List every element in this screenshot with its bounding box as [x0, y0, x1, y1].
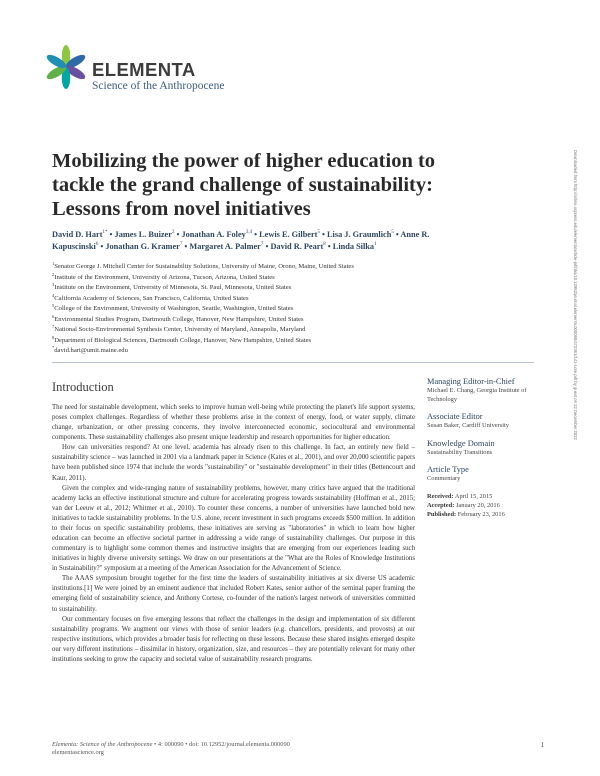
author-affiliation-marker: 6	[95, 242, 99, 248]
journal-brand	[92, 60, 225, 93]
corresponding-email[interactable]: *david.hart@umit.maine.edu	[52, 344, 128, 354]
author-separator: •	[393, 230, 401, 239]
author-affiliation-marker: 2	[171, 230, 175, 236]
download-note: Downloaded from http://online.ucpress.edu/elementa/article-pdf/doi/10.12952/journal.elementa.000090/472361/141-Lore.pdf by guest on 22 December 2022	[573, 150, 578, 440]
author-name: Jonathan A. Foley	[181, 230, 246, 239]
author-separator: •	[319, 230, 327, 239]
affiliation-item: $^3$Institute on the Environment, University of Minnesota, St. Paul, Minnesota, United States	[52, 281, 292, 291]
body-paragraph: Given the complex and wide-ranging nature of sustainability problems, however, many critics have argued that the traditional academy lacks an effective institutional structure and culture for accelerating progress towards sustainability (Hoffman et al., 2015; van der Leeuw et al., 2012; Whitmer et al., 2010). To counter these concerns, a number of universities have launched bold new initiatives to tackle sustainability problems. In the U.S. alone, recent investment in such programs exceeds $500 million. In addition to their focus on specific sustainability problems, these initiatives are serving as "laboratories" in which to learn how higher education can become an effective societal partner in addressing a wide range of sustainability challenges. Our purpose in this commentary is to highlight some common themes and instructive insights that are emerging from our experiences leading such initiatives in highly diverse university settings. We draw on our presentations at the "What are the Roles of Knowledge Institutions in Sustainability?" symposium at a meeting of the American Association for the Advancement of Science.	[52, 484, 415, 573]
knowledge-domain-text: Sustainability Transitions	[427, 448, 493, 456]
affiliation-item: $^4$California Academy of Sciences, San Francisco, California, United States	[52, 292, 249, 302]
author-name: Linda Silka	[332, 242, 375, 252]
affiliation-item: $^2$Institute of the Environment, University of Arizona, Tucson, Arizona, United States	[52, 271, 275, 281]
published-date: Published: February 23, 2016	[427, 510, 505, 518]
knowledge-domain-heading: Knowledge Domain	[427, 438, 495, 448]
body-paragraph: Our commentary focuses on five emerging lessons that reflect the challenges in the design and implementation of six different sustainability programs. We augment our views with those of senior leaders (e.g. chancellors, presidents, and provosts) at our respective institutions, which provides a broader basis for reflecting on these lessons. Because these shared insights emerged despite our very different institutions – dissimilar in history, organization, size, and resources – they are potentially relevant for many other institutions seeking to grow the capacity and societal value of sustainability research programs.	[52, 615, 415, 663]
affiliation-item: $^8$Department of Biological Sciences, Dartmouth College, Hanover, New Hampshire, United States	[52, 334, 312, 344]
author-name: Anne R. Kapuscinski	[52, 230, 430, 252]
received-date: Received: April 15, 2015	[427, 492, 493, 500]
article-title: Mobilizing the power of higher education to tackle the grand challenge of sustainability: Lessons from novel initiatives	[52, 150, 436, 220]
accepted-date: Accepted: January 20, 2016	[427, 501, 500, 509]
author-separator: •	[174, 230, 182, 239]
affiliation-item: $^5$College of the Environment, University of Washington, Seattle, Washington, United States	[52, 302, 294, 312]
associate-editor-text: Susan Baker, Cardiff University	[427, 422, 509, 430]
author-name: David R. Peart	[270, 242, 324, 252]
page-footer	[52, 741, 544, 756]
author-separator: •	[182, 242, 190, 252]
author-affiliation-marker: 7	[260, 242, 264, 248]
editor-heading: Managing Editor-in-Chief	[427, 377, 515, 386]
affiliation-item: $^1$Senator George J. Mitchell Center for Sustainability Solutions, University of Maine, Orono, Maine, United States	[52, 260, 354, 270]
author-affiliation-marker: 1*	[102, 230, 108, 236]
article-body	[52, 403, 415, 665]
author-affiliation-marker: 3,4	[245, 230, 253, 236]
article-type-text: Commentary	[427, 475, 461, 483]
article-type-heading: Article Type	[427, 465, 469, 475]
body-paragraph: The need for sustainable development, which seeks to improve human well-being while protecting the planet's life support systems, poses complex challenges. Regardless of whether these problems arise in the context of energy, food, or water supply, climate change, urbanization, or other pressing concerns, they involve interconnected economic, sociocultural and environmental components. These sustainability challenges also present unique leadership and research opportunities for higher education.	[52, 404, 415, 442]
section-divider	[52, 362, 534, 363]
author-list	[52, 229, 452, 253]
author-affiliation-marker: 1	[374, 242, 377, 248]
affiliation-item: $^7$National Socio-Environmental Synthesis Center, University of Maryland, Annapolis, Maryland	[52, 323, 306, 333]
footer-site-link[interactable]: elementascience.org	[52, 749, 104, 756]
author-name: Lewis E. Gilbert	[259, 230, 318, 239]
author-separator: •	[252, 230, 260, 239]
author-name: Lisa J. Graumlich	[327, 230, 392, 239]
author-name: Jonathan G. Kramer	[105, 242, 180, 252]
intro-heading: Introduction	[52, 380, 114, 394]
author-name: David D. Hart	[52, 230, 103, 239]
editor-text: Michael E. Chang, Georgia Institute of Technology	[427, 387, 527, 403]
body-paragraph: How can universities respond? At one level, academia has already risen to this challenge. In fact, an entirely new field – sustainability science – was launched in 2001 via a landmark paper in Science (Kates et al., 2001), and over 20,000 scientific papers have been published since 1974 that include the words "sustainability" or "sustainable development" in their titles (Bettencourt and Kaur, 2011).	[52, 444, 415, 482]
journal-tagline: Science of the Anthropocene	[92, 80, 225, 92]
author-name: James L. Buizer	[114, 230, 172, 239]
author-separator: •	[98, 242, 106, 252]
author-separator: •	[325, 242, 333, 252]
author-separator: •	[263, 242, 271, 252]
author-separator: •	[107, 230, 115, 239]
associate-editor-heading: Associate Editor	[427, 412, 483, 422]
author-affiliation-marker: 8	[323, 242, 326, 248]
author-name: Margaret A. Palmer	[189, 242, 261, 252]
affiliation-item: $^6$Environmental Studies Program, Dartmouth College, Hanover, New Hampshire, United States	[52, 313, 304, 323]
author-affiliation-marker: 5	[317, 230, 320, 236]
page-number: 1	[540, 741, 544, 749]
body-paragraph: The AAAS symposium brought together for the first time the leaders of sustainability initiatives at six diverse US academic institutions.[1] We were joined by an eminent audience that included Robert Kates, senior author of the seminal paper framing the emerging field of sustainability science, and Anthony Cortese, co-founder of the nation's largest network of universities committed to sustainability.	[52, 575, 415, 613]
article-dates	[427, 492, 547, 519]
author-affiliation-marker: 5	[391, 230, 394, 236]
author-affiliation-marker: 7	[179, 242, 183, 248]
article-info-sidebar	[427, 377, 547, 519]
elementa-logo-icon	[46, 44, 86, 90]
footer-citation: Elementa: Science of the Anthropocene • 4: 000090 • doi: 10.12952/journal.elementa.000090	[52, 741, 290, 748]
affiliation-list	[52, 262, 472, 346]
journal-name: ELEMENTA	[92, 59, 196, 80]
